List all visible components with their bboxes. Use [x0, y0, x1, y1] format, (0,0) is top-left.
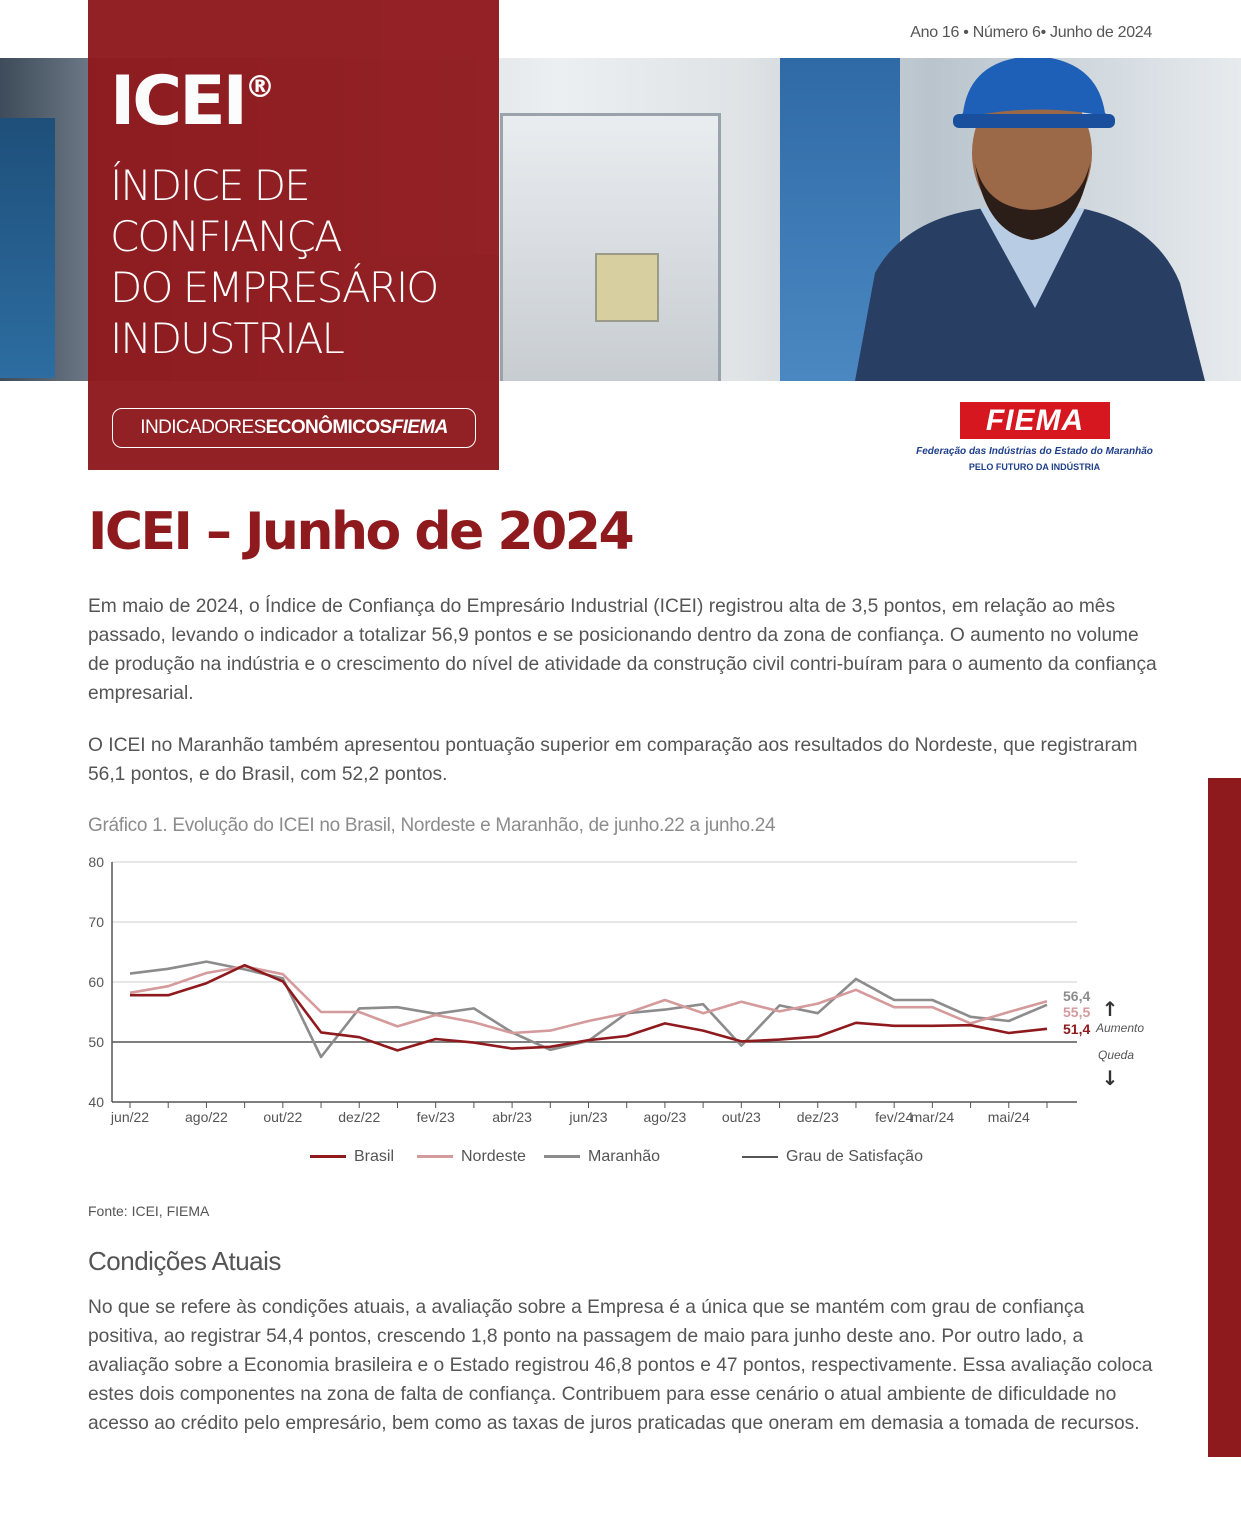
legend-swatch	[742, 1156, 778, 1158]
legend-label: Grau de Satisfação	[786, 1148, 923, 1165]
section-title: Condições Atuais	[88, 1246, 281, 1276]
publication-title	[110, 62, 275, 141]
x-tick-label: dez/22	[338, 1109, 381, 1125]
x-tick-label: ago/22	[185, 1109, 228, 1125]
arrow-up-icon: ↑	[1101, 997, 1119, 1021]
issue-info: Ano 16 • Número 6• Junho de 2024	[910, 24, 1152, 41]
federation-name: Federação das Indústrias do Estado do Maranhão	[916, 446, 1153, 457]
registered-mark: ®	[244, 70, 275, 105]
legend-maranhao	[544, 1148, 660, 1166]
article-heading: ICEI – Junho de 2024	[88, 502, 633, 562]
subtitle-line: INDUSTRIAL	[110, 314, 343, 363]
subtitle-line: DO EMPRESÁRIO	[110, 263, 438, 312]
x-tick-label: jun/23	[569, 1109, 608, 1125]
x-tick-label: abr/23	[492, 1109, 532, 1125]
y-tick-label: 40	[88, 1094, 104, 1110]
paragraph-intro: Em maio de 2024, o Índice de Confiança do Empresário Industrial (ICEI) registrou alta de 3,5 pontos, em relação ao mês passado, levando o indicador a totalizar 56,9 pontos e se posicionando dentro da zona de confiança. O aumento no volume de produção na indústria e o crescimento do nível de atividade da construção civil contri-buíram para o aumento da confiança empresarial.	[88, 596, 1157, 704]
arrow-down-icon: ↓	[1101, 1066, 1119, 1090]
badge-part-1: INDICADORES	[140, 417, 266, 438]
x-tick-label: mai/24	[987, 1109, 1030, 1125]
x-tick-label: out/22	[263, 1109, 303, 1125]
series-end-label: 51,4	[1063, 1021, 1091, 1037]
x-tick-label: ago/23	[643, 1109, 687, 1125]
logo-tagline: PELO FUTURO DA INDÚSTRIA	[968, 462, 1101, 472]
machine-graphic	[500, 113, 721, 381]
subtitle-line: ÍNDICE DE	[110, 161, 309, 210]
annotation-down: Queda	[1097, 1048, 1135, 1062]
title-text: ICEI	[110, 62, 245, 141]
chart-source: Fonte: ICEI, FIEMA	[88, 1203, 210, 1219]
x-tick-label: mar/24	[910, 1109, 955, 1125]
legend-nordeste	[417, 1148, 526, 1166]
y-tick-label: 80	[88, 854, 104, 870]
legend-satisfacao	[742, 1148, 923, 1166]
x-tick-label: out/23	[721, 1109, 761, 1125]
x-tick-label: fev/24	[875, 1109, 914, 1125]
y-tick-label: 60	[88, 974, 104, 990]
legend-label: Maranhão	[588, 1148, 661, 1165]
worker-illustration	[835, 58, 1205, 381]
x-tick-label: fev/23	[416, 1109, 455, 1125]
fiema-logo-mark: FIEMA	[960, 402, 1110, 439]
badge-part-3: FIEMA	[391, 417, 448, 438]
x-tick-label: jun/22	[110, 1109, 150, 1125]
series-end-label: 55,5	[1063, 1004, 1091, 1020]
publication-subtitle	[110, 160, 437, 364]
series-end-label: 56,4	[1063, 988, 1091, 1004]
legend-brasil	[310, 1148, 394, 1166]
badge-part-2: ECONÔMICOS	[265, 417, 392, 438]
icei-line-chart	[80, 848, 1150, 1138]
legend-swatch	[544, 1155, 580, 1158]
title-banner	[88, 0, 499, 470]
side-accent-bar	[1208, 778, 1241, 1457]
warning-panel-graphic	[595, 253, 659, 322]
legend-label: Nordeste	[461, 1148, 526, 1165]
paragraph-comparison: O ICEI no Maranhão também apresentou pontuação superior em comparação aos resultados do Nordeste, que registraram 56,1 pontos, e do Brasil, com 52,2 pontos.	[88, 735, 1138, 785]
annotation-up: Aumento	[1095, 1021, 1145, 1035]
subtitle-line: CONFIANÇA	[110, 212, 341, 261]
fiema-logo	[912, 402, 1157, 472]
series-badge	[112, 408, 476, 448]
paragraph-current-conditions: No que se refere às condições atuais, a avaliação sobre a Empresa é a única que se mantém com grau de confiança positiva, ao registrar 54,4 pontos, crescendo 1,8 ponto na passagem de maio para junho deste ano. Por outro lado, a avaliação sobre a Economia brasileira e o Estado registrou 46,8 pontos e 47 pontos, respectivamente. Essa avaliação coloca estes dois componentes na zona de falta de confiança. Contribuem para esse cenário o atual ambiente de dificuldade no acesso ao crédito pelo empresário, bem como as taxas de juros praticadas que oneram em demasia a tomada de recursos.	[88, 1297, 1153, 1434]
y-tick-label: 50	[88, 1034, 104, 1050]
legend-swatch	[310, 1155, 346, 1158]
legend-swatch	[417, 1155, 453, 1158]
chart-caption: Gráfico 1. Evolução do ICEI no Brasil, Nordeste e Maranhão, de junho.22 a junho.24	[88, 815, 776, 836]
legend-label: Brasil	[354, 1148, 395, 1165]
x-tick-label: dez/23	[796, 1109, 839, 1125]
y-tick-label: 70	[88, 914, 104, 930]
machine-screen-graphic	[0, 118, 55, 378]
